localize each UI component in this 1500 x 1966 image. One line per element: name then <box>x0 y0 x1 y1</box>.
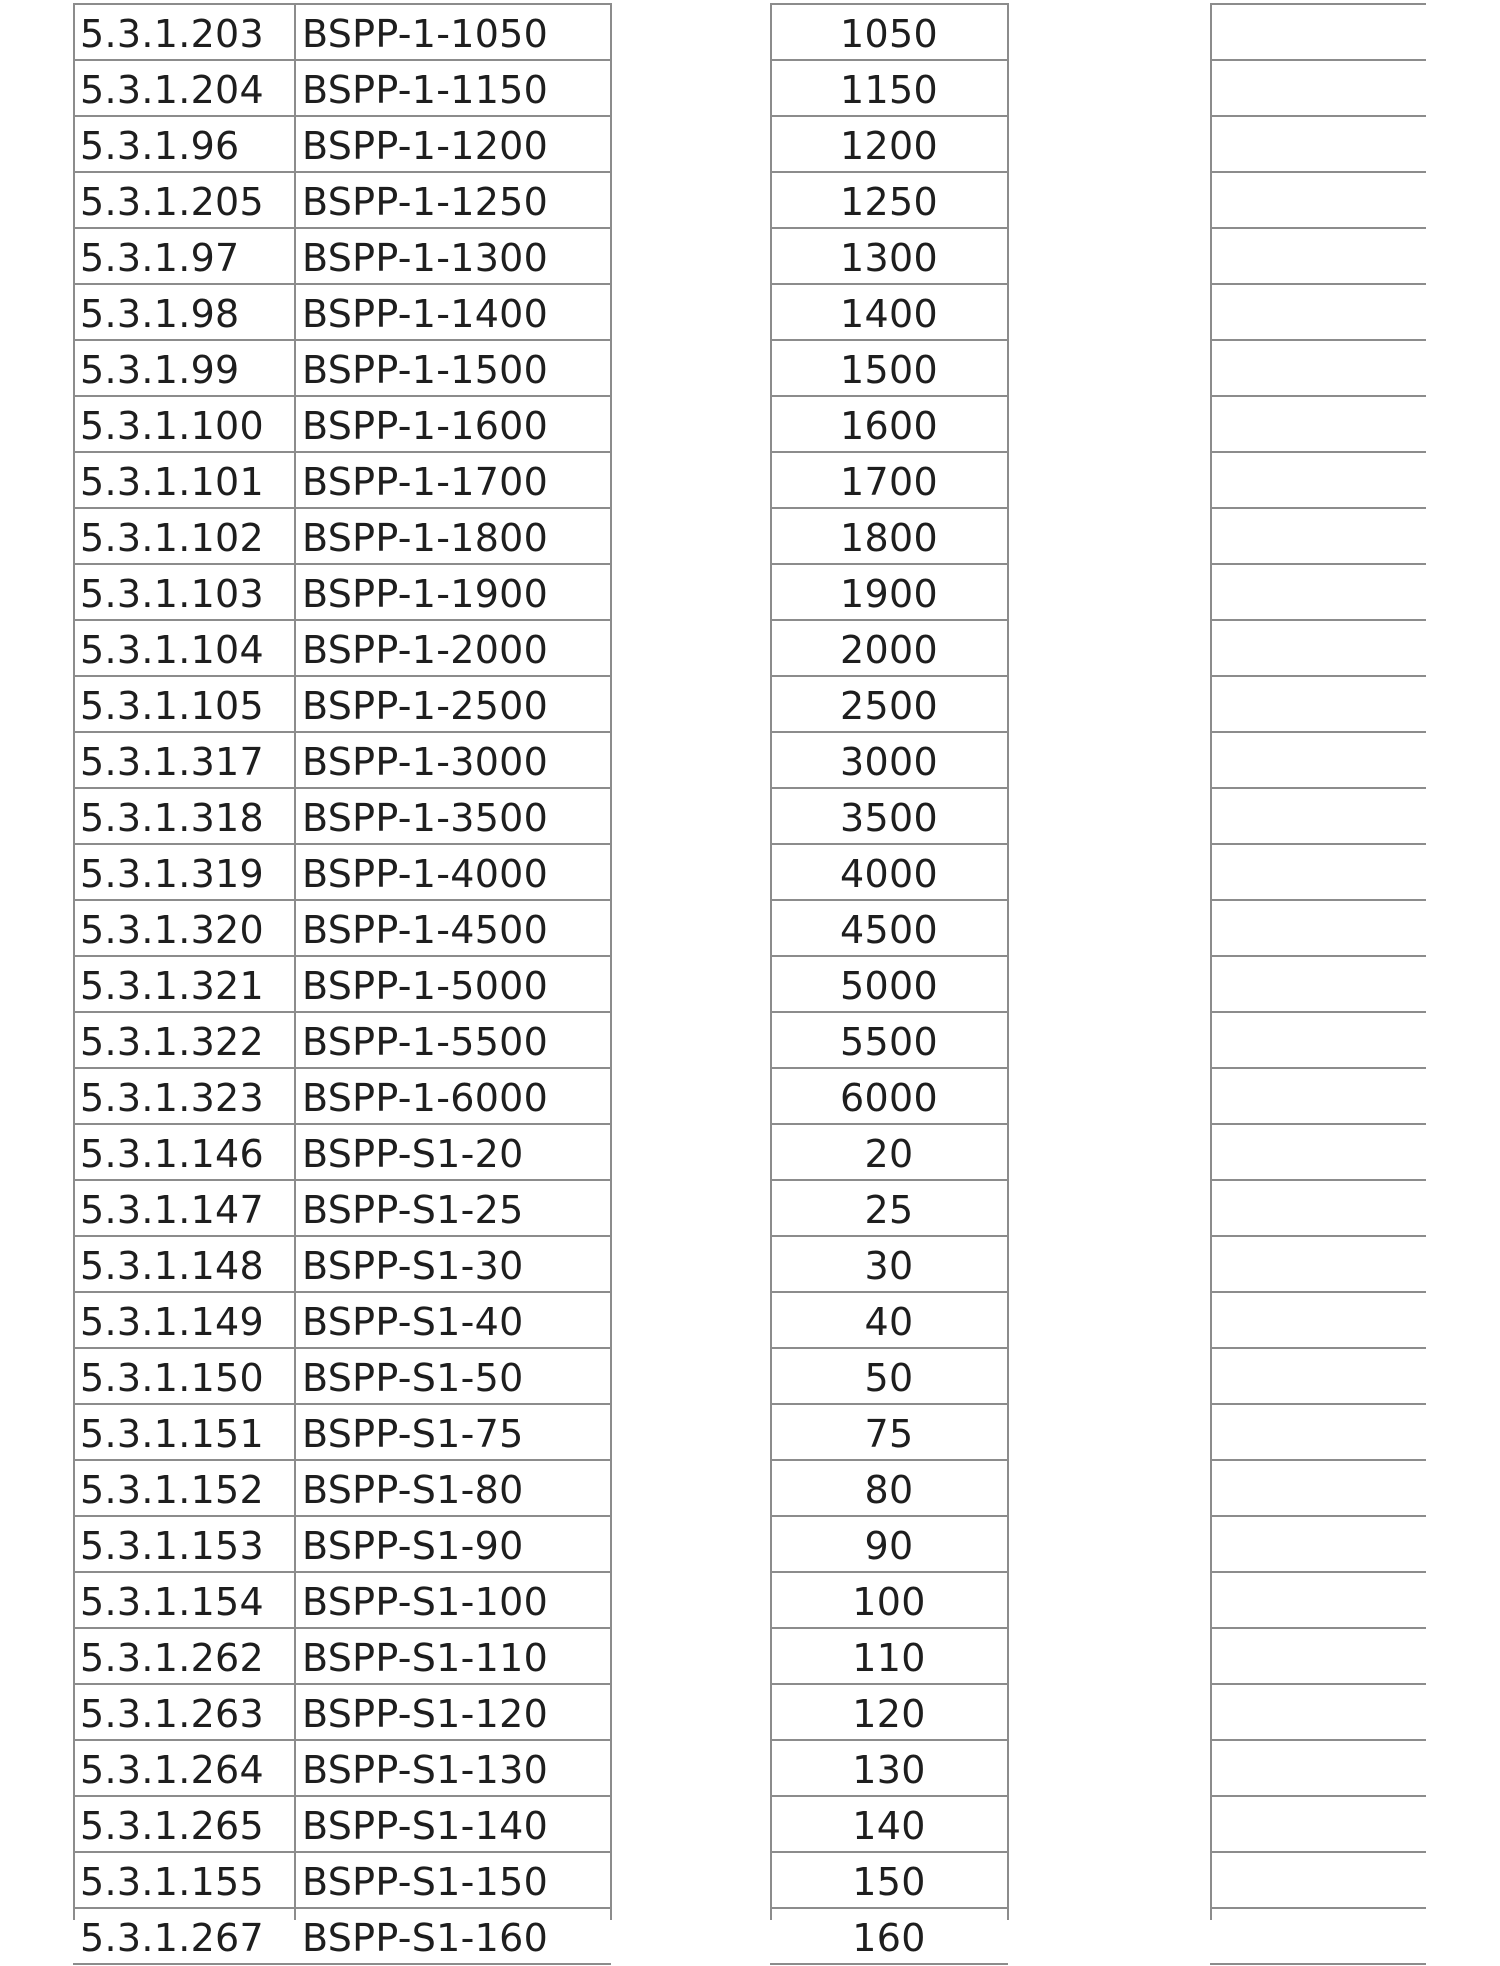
empty-cell[interactable] <box>1212 566 1424 620</box>
item-code-cell[interactable]: 5.3.1.148 <box>80 1244 264 1288</box>
model-cell[interactable]: BSPP-S1-150 <box>302 1860 549 1904</box>
item-code-cell[interactable]: 5.3.1.97 <box>80 236 240 280</box>
model-cell[interactable]: BSPP-1-1050 <box>302 12 549 56</box>
model-cell[interactable]: BSPP-1-4000 <box>302 852 549 896</box>
column-line <box>610 3 612 1920</box>
table-row <box>0 958 1500 1014</box>
table-row <box>0 1742 1500 1798</box>
model-cell[interactable]: BSPP-1-6000 <box>302 1076 549 1120</box>
table-row <box>0 1070 1500 1126</box>
column-line <box>73 3 75 1920</box>
size-cell[interactable]: 130 <box>852 1748 926 1792</box>
empty-cell[interactable] <box>1212 846 1424 900</box>
item-code-cell[interactable]: 5.3.1.150 <box>80 1356 264 1400</box>
item-code-cell[interactable]: 5.3.1.153 <box>80 1524 264 1568</box>
item-code-cell[interactable]: 5.3.1.267 <box>80 1916 264 1960</box>
empty-cell[interactable] <box>1212 734 1424 788</box>
size-cell[interactable]: 1500 <box>840 348 938 392</box>
empty-cell[interactable] <box>1212 1182 1424 1236</box>
item-code-cell[interactable]: 5.3.1.205 <box>80 180 264 224</box>
model-cell[interactable]: BSPP-1-2000 <box>302 628 549 672</box>
empty-cell[interactable] <box>1212 1238 1424 1292</box>
model-cell[interactable]: BSPP-S1-80 <box>302 1468 524 1512</box>
item-code-cell[interactable]: 5.3.1.204 <box>80 68 264 112</box>
item-code-cell[interactable]: 5.3.1.147 <box>80 1188 264 1232</box>
item-code-cell[interactable]: 5.3.1.322 <box>80 1020 264 1064</box>
model-cell[interactable]: BSPP-1-1900 <box>302 572 549 616</box>
empty-cell[interactable] <box>1212 1014 1424 1068</box>
model-cell[interactable]: BSPP-1-1300 <box>302 236 549 280</box>
empty-cell[interactable] <box>1212 1406 1424 1460</box>
empty-cell[interactable] <box>1212 902 1424 956</box>
size-cell[interactable]: 2500 <box>840 684 938 728</box>
table-row <box>0 846 1500 902</box>
empty-cell[interactable] <box>1212 1910 1424 1964</box>
size-cell[interactable]: 5000 <box>840 964 938 1008</box>
table-row <box>0 510 1500 566</box>
item-code-cell[interactable]: 5.3.1.264 <box>80 1748 264 1792</box>
empty-cell[interactable] <box>1212 1070 1424 1124</box>
table-row <box>0 230 1500 286</box>
model-cell[interactable]: BSPP-S1-25 <box>302 1188 524 1232</box>
size-cell[interactable]: 6000 <box>840 1076 938 1120</box>
empty-cell[interactable] <box>1212 342 1424 396</box>
size-cell[interactable]: 140 <box>852 1804 926 1848</box>
size-cell[interactable]: 1300 <box>840 236 938 280</box>
item-code-cell[interactable]: 5.3.1.203 <box>80 12 264 56</box>
empty-cell[interactable] <box>1212 1630 1424 1684</box>
column-line <box>294 3 296 1920</box>
empty-cell[interactable] <box>1212 1742 1424 1796</box>
size-cell[interactable]: 1250 <box>840 180 938 224</box>
item-code-cell[interactable]: 5.3.1.263 <box>80 1692 264 1736</box>
model-cell[interactable]: BSPP-1-3000 <box>302 740 549 784</box>
empty-cell[interactable] <box>1212 1518 1424 1572</box>
empty-cell[interactable] <box>1212 678 1424 732</box>
table-row <box>0 1182 1500 1238</box>
size-cell[interactable]: 25 <box>864 1188 914 1232</box>
size-cell[interactable]: 5500 <box>840 1020 938 1064</box>
table-row <box>0 6 1500 62</box>
empty-cell[interactable] <box>1212 790 1424 844</box>
item-code-cell[interactable]: 5.3.1.105 <box>80 684 264 728</box>
top-border <box>770 3 1008 5</box>
empty-cell[interactable] <box>1212 1854 1424 1908</box>
empty-cell[interactable] <box>1212 1126 1424 1180</box>
size-cell[interactable]: 1400 <box>840 292 938 336</box>
item-code-cell[interactable]: 5.3.1.96 <box>80 124 240 168</box>
item-code-cell[interactable]: 5.3.1.102 <box>80 516 264 560</box>
model-cell[interactable]: BSPP-1-1500 <box>302 348 549 392</box>
item-code-cell[interactable]: 5.3.1.149 <box>80 1300 264 1344</box>
model-cell[interactable]: BSPP-1-1200 <box>302 124 549 168</box>
model-cell[interactable]: BSPP-1-2500 <box>302 684 549 728</box>
size-cell[interactable]: 1050 <box>840 12 938 56</box>
size-cell[interactable]: 100 <box>852 1580 926 1624</box>
item-code-cell[interactable]: 5.3.1.323 <box>80 1076 264 1120</box>
table-row <box>0 1686 1500 1742</box>
item-code-cell[interactable]: 5.3.1.317 <box>80 740 264 784</box>
model-cell[interactable]: BSPP-1-3500 <box>302 796 549 840</box>
size-cell[interactable]: 1700 <box>840 460 938 504</box>
empty-cell[interactable] <box>1212 1686 1424 1740</box>
table-row <box>0 1350 1500 1406</box>
table-row <box>0 622 1500 678</box>
size-cell[interactable]: 2000 <box>840 628 938 672</box>
item-code-cell[interactable]: 5.3.1.103 <box>80 572 264 616</box>
model-cell[interactable]: BSPP-1-4500 <box>302 908 549 952</box>
empty-cell[interactable] <box>1212 62 1424 116</box>
item-code-cell[interactable]: 5.3.1.98 <box>80 292 240 336</box>
item-code-cell[interactable]: 5.3.1.101 <box>80 460 264 504</box>
empty-cell[interactable] <box>1212 230 1424 284</box>
model-cell[interactable]: BSPP-S1-120 <box>302 1692 549 1736</box>
size-cell[interactable]: 160 <box>852 1916 926 1960</box>
table-row <box>0 1574 1500 1630</box>
table-row <box>0 902 1500 958</box>
size-cell[interactable]: 30 <box>864 1244 914 1288</box>
model-cell[interactable]: BSPP-S1-100 <box>302 1580 549 1624</box>
table-row <box>0 62 1500 118</box>
item-code-cell[interactable]: 5.3.1.262 <box>80 1636 264 1680</box>
table-row <box>0 678 1500 734</box>
table-row <box>0 566 1500 622</box>
model-cell[interactable]: BSPP-S1-40 <box>302 1300 524 1344</box>
size-cell[interactable]: 1600 <box>840 404 938 448</box>
model-cell[interactable]: BSPP-1-1250 <box>302 180 549 224</box>
table-row <box>0 1854 1500 1910</box>
table-row <box>0 1014 1500 1070</box>
size-cell[interactable]: 1800 <box>840 516 938 560</box>
size-cell[interactable]: 3000 <box>840 740 938 784</box>
size-cell[interactable]: 1150 <box>840 68 938 112</box>
item-code-cell[interactable]: 5.3.1.146 <box>80 1132 264 1176</box>
size-cell[interactable]: 110 <box>852 1636 926 1680</box>
size-cell[interactable]: 50 <box>864 1356 914 1400</box>
item-code-cell[interactable]: 5.3.1.154 <box>80 1580 264 1624</box>
size-cell[interactable]: 4000 <box>840 852 938 896</box>
model-cell[interactable]: BSPP-S1-75 <box>302 1412 524 1456</box>
size-cell[interactable]: 80 <box>864 1468 914 1512</box>
size-cell[interactable]: 4500 <box>840 908 938 952</box>
model-cell[interactable]: BSPP-1-1400 <box>302 292 549 336</box>
model-cell[interactable]: BSPP-S1-160 <box>302 1916 549 1960</box>
item-code-cell[interactable]: 5.3.1.100 <box>80 404 264 448</box>
column-line <box>1007 3 1009 1920</box>
item-code-cell[interactable]: 5.3.1.155 <box>80 1860 264 1904</box>
size-cell[interactable]: 3500 <box>840 796 938 840</box>
table-row <box>0 1630 1500 1686</box>
item-code-cell[interactable]: 5.3.1.320 <box>80 908 264 952</box>
model-cell[interactable]: BSPP-S1-110 <box>302 1636 549 1680</box>
top-border <box>73 3 611 5</box>
table-row <box>0 1238 1500 1294</box>
model-cell[interactable]: BSPP-S1-20 <box>302 1132 524 1176</box>
item-code-cell[interactable]: 5.3.1.319 <box>80 852 264 896</box>
table-row <box>0 1126 1500 1182</box>
model-cell[interactable]: BSPP-1-1600 <box>302 404 549 448</box>
empty-cell[interactable] <box>1212 510 1424 564</box>
model-cell[interactable]: BSPP-S1-50 <box>302 1356 524 1400</box>
item-code-cell[interactable]: 5.3.1.152 <box>80 1468 264 1512</box>
empty-cell[interactable] <box>1212 174 1424 228</box>
item-code-cell[interactable]: 5.3.1.321 <box>80 964 264 1008</box>
model-cell[interactable]: BSPP-1-1700 <box>302 460 549 504</box>
size-cell[interactable]: 40 <box>864 1300 914 1344</box>
table-row <box>0 286 1500 342</box>
empty-cell[interactable] <box>1212 622 1424 676</box>
table-row <box>0 1910 1500 1966</box>
model-cell[interactable]: BSPP-S1-130 <box>302 1748 549 1792</box>
model-cell[interactable]: BSPP-S1-30 <box>302 1244 524 1288</box>
item-code-cell[interactable]: 5.3.1.318 <box>80 796 264 840</box>
size-cell[interactable]: 1200 <box>840 124 938 168</box>
table-row <box>0 1462 1500 1518</box>
size-cell[interactable]: 90 <box>864 1524 914 1568</box>
model-cell[interactable]: BSPP-1-1800 <box>302 516 549 560</box>
table-row <box>0 174 1500 230</box>
empty-cell[interactable] <box>1212 958 1424 1012</box>
table-row <box>0 1518 1500 1574</box>
model-cell[interactable]: BSPP-S1-90 <box>302 1524 524 1568</box>
empty-cell[interactable] <box>1212 1798 1424 1852</box>
empty-cell[interactable] <box>1212 6 1424 60</box>
empty-cell[interactable] <box>1212 1462 1424 1516</box>
empty-cell[interactable] <box>1212 398 1424 452</box>
size-cell[interactable]: 120 <box>852 1692 926 1736</box>
size-cell[interactable]: 20 <box>864 1132 914 1176</box>
empty-cell[interactable] <box>1212 1574 1424 1628</box>
item-code-cell[interactable]: 5.3.1.99 <box>80 348 240 392</box>
table-row <box>0 118 1500 174</box>
model-cell[interactable]: BSPP-1-1150 <box>302 68 549 112</box>
empty-cell[interactable] <box>1212 1294 1424 1348</box>
table-row <box>0 342 1500 398</box>
size-cell[interactable]: 75 <box>864 1412 914 1456</box>
table-row <box>0 1798 1500 1854</box>
size-cell[interactable]: 1900 <box>840 572 938 616</box>
table-row <box>0 790 1500 846</box>
empty-cell[interactable] <box>1212 118 1424 172</box>
model-cell[interactable]: BSPP-1-5000 <box>302 964 549 1008</box>
table-row <box>0 734 1500 790</box>
item-code-cell[interactable]: 5.3.1.104 <box>80 628 264 672</box>
size-cell[interactable]: 150 <box>852 1860 926 1904</box>
model-cell[interactable]: BSPP-1-5500 <box>302 1020 549 1064</box>
item-code-cell[interactable]: 5.3.1.151 <box>80 1412 264 1456</box>
top-border <box>1210 3 1426 5</box>
column-line <box>1210 3 1212 1920</box>
empty-cell[interactable] <box>1212 286 1424 340</box>
column-line <box>770 3 772 1920</box>
table-row <box>0 454 1500 510</box>
empty-cell[interactable] <box>1212 1350 1424 1404</box>
table-row <box>0 398 1500 454</box>
table-row <box>0 1294 1500 1350</box>
item-code-cell[interactable]: 5.3.1.265 <box>80 1804 264 1848</box>
model-cell[interactable]: BSPP-S1-140 <box>302 1804 549 1848</box>
empty-cell[interactable] <box>1212 454 1424 508</box>
table-row <box>0 1406 1500 1462</box>
